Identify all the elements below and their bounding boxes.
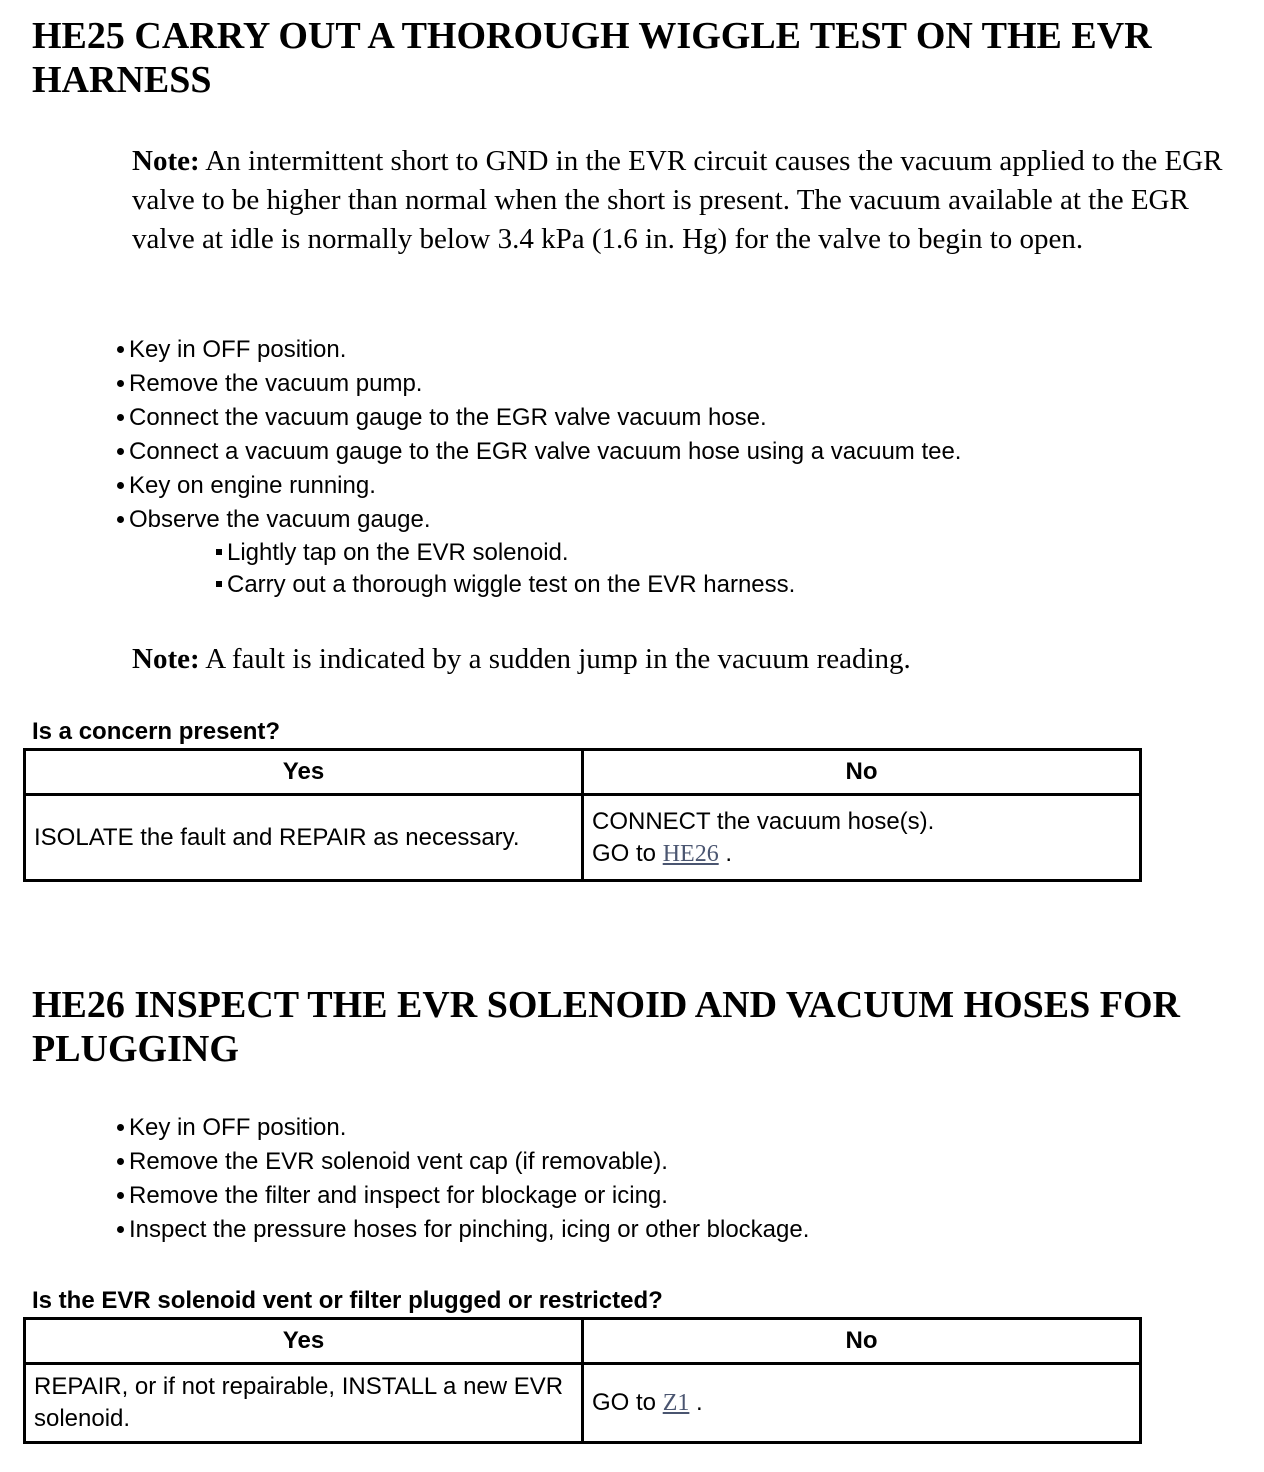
step-text: Key on engine running. bbox=[129, 472, 376, 499]
yes-header: Yes bbox=[25, 750, 583, 795]
step-text: Remove the vacuum pump. bbox=[129, 370, 423, 397]
bullet-icon bbox=[117, 414, 124, 421]
he25-question: Is a concern present? bbox=[32, 718, 281, 745]
note-label: Note: bbox=[132, 643, 200, 675]
he26-result-table bbox=[23, 1317, 1142, 1444]
square-bullet-icon bbox=[216, 581, 222, 587]
bullet-icon bbox=[117, 1226, 124, 1233]
step-text: Remove the EVR solenoid vent cap (if removable). bbox=[129, 1148, 668, 1175]
substep-text: Carry out a thorough wiggle test on the EVR harness. bbox=[227, 571, 796, 598]
note-text: An intermittent short to GND in the EVR circuit causes the vacuum applied to the EGR valve to be higher than normal when the short is present. The vacuum available at the EGR valve at idle is normally below 3.4 kPa (1.6 in. Hg) for the valve to begin to open. bbox=[132, 145, 1223, 255]
bullet-icon bbox=[117, 1124, 124, 1131]
no-text: CONNECT the vacuum hose(s). bbox=[592, 807, 935, 835]
yes-cell: REPAIR, or if not repairable, INSTALL a new EVR solenoid. bbox=[25, 1364, 583, 1443]
yes-cell: ISOLATE the fault and REPAIR as necessary. bbox=[25, 795, 583, 881]
step-text: Inspect the pressure hoses for pinching, icing or other blockage. bbox=[129, 1216, 810, 1243]
he26-heading: HE26 INSPECT THE EVR SOLENOID AND VACUUM HOSES FOR PLUGGING bbox=[32, 984, 1180, 1070]
step-item bbox=[113, 435, 961, 469]
note-text: A fault is indicated by a sudden jump in the vacuum reading. bbox=[205, 643, 911, 675]
goto-text: GO to bbox=[592, 1389, 657, 1416]
no-cell bbox=[583, 1364, 1141, 1443]
bullet-icon bbox=[117, 1192, 124, 1199]
step-text: Connect a vacuum gauge to the EGR valve vacuum hose using a vacuum tee. bbox=[129, 438, 962, 465]
step-item bbox=[113, 1111, 809, 1145]
no-cell bbox=[583, 795, 1141, 881]
he25-note-2 bbox=[132, 640, 1242, 679]
step-item bbox=[113, 401, 961, 435]
step-text: Observe the vacuum gauge. bbox=[129, 506, 431, 533]
he25-steps bbox=[113, 333, 961, 601]
goto-text: GO to bbox=[592, 839, 657, 867]
step-text: Remove the filter and inspect for blockage or icing. bbox=[129, 1182, 668, 1209]
step-text: Key in OFF position. bbox=[129, 336, 347, 363]
step-item bbox=[113, 367, 961, 401]
period: . bbox=[696, 1389, 703, 1416]
bullet-icon bbox=[117, 516, 124, 523]
step-text: Connect the vacuum gauge to the EGR valve vacuum hose. bbox=[129, 404, 767, 431]
square-bullet-icon bbox=[216, 549, 222, 555]
step-item bbox=[113, 1179, 809, 1213]
bullet-icon bbox=[117, 1158, 124, 1165]
bullet-icon bbox=[117, 482, 124, 489]
no-header: No bbox=[583, 1319, 1141, 1364]
substep-item bbox=[113, 569, 961, 601]
step-item bbox=[113, 469, 961, 503]
he25-heading: HE25 CARRY OUT A THOROUGH WIGGLE TEST ON THE EVR HARNESS bbox=[32, 15, 1152, 101]
period: . bbox=[725, 839, 733, 867]
step-item bbox=[113, 1213, 809, 1247]
no-header: No bbox=[583, 750, 1141, 795]
he25-result-table bbox=[23, 748, 1142, 882]
bullet-icon bbox=[117, 380, 124, 387]
bullet-icon bbox=[117, 448, 124, 455]
he26-steps bbox=[113, 1111, 809, 1247]
step-item bbox=[113, 503, 961, 537]
link-z1[interactable]: Z1 bbox=[662, 1390, 690, 1416]
bullet-icon bbox=[117, 346, 124, 353]
link-he26[interactable]: HE26 bbox=[662, 840, 719, 867]
he26-question: Is the EVR solenoid vent or filter plugged or restricted? bbox=[32, 1287, 663, 1314]
substep-item bbox=[113, 537, 961, 569]
step-item bbox=[113, 333, 961, 367]
step-item bbox=[113, 1145, 809, 1179]
note-label: Note: bbox=[132, 145, 200, 177]
he25-note bbox=[132, 142, 1242, 259]
step-text: Key in OFF position. bbox=[129, 1114, 347, 1141]
substep-text: Lightly tap on the EVR solenoid. bbox=[227, 539, 569, 566]
yes-header: Yes bbox=[25, 1319, 583, 1364]
